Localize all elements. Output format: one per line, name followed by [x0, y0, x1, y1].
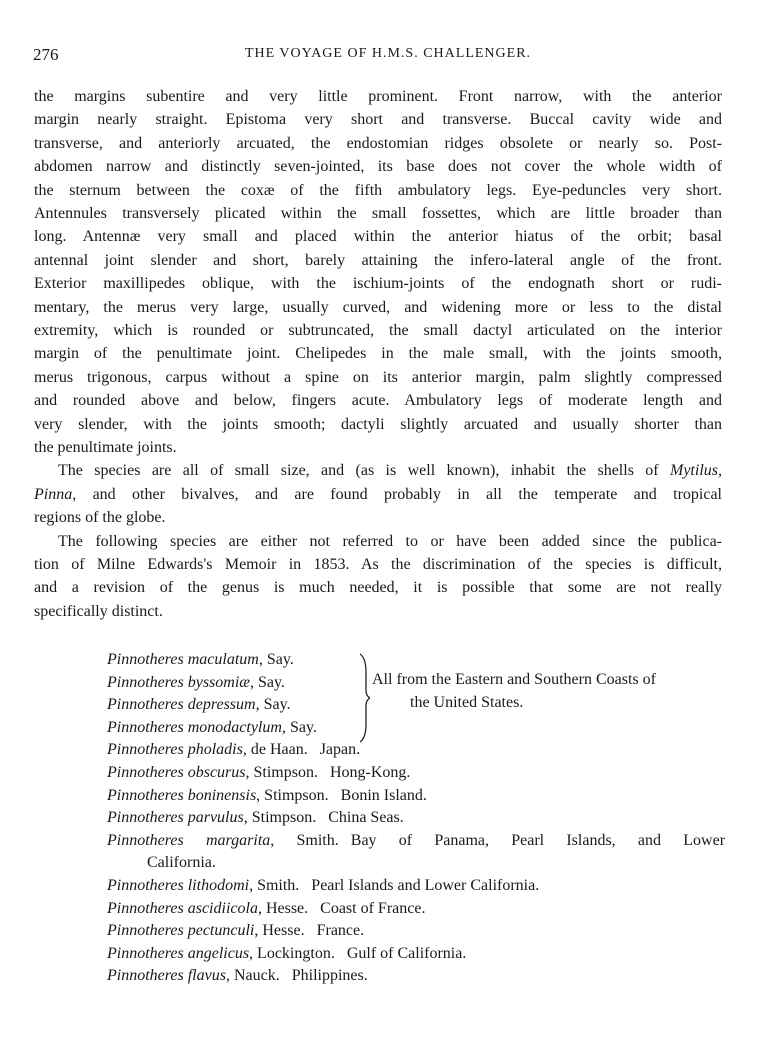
text-line — [34, 508, 722, 528]
species-authority: , Nauck. — [225, 967, 280, 985]
text-line — [34, 204, 722, 224]
text-segment: merus trigonous, carpus without a spine on its anterior margin, palm slightly compressed — [34, 368, 722, 386]
species-entry — [107, 876, 539, 896]
species-entry — [107, 718, 317, 738]
species-locality: Gulf of California. — [346, 944, 467, 962]
species-entry — [107, 786, 427, 806]
text-line — [34, 368, 722, 388]
species-locality: Bay of Panama, Pearl Islands, and Lower — [350, 831, 726, 849]
species-entry — [107, 673, 285, 693]
species-name: Pinnotheres pectunculi — [107, 922, 255, 940]
species-entry — [107, 899, 425, 919]
species-name: Pinnotheres flavus — [107, 967, 226, 985]
species-name: Pinnotheres boninensis — [107, 786, 257, 804]
species-name: Pinnotheres lithodomi — [107, 877, 250, 894]
species-name: Pinnotheres maculatum — [107, 651, 259, 668]
species-entry — [107, 944, 466, 964]
text-line — [34, 555, 722, 575]
bracket-note-line2: the United States. — [410, 694, 524, 711]
species-authority: , Say. — [255, 696, 291, 714]
text-segment: transverse, and anteriorly arcuated, the endostomian ridges obsolete or nearly so. Post- — [34, 134, 722, 152]
species-authority: , Say. — [258, 651, 294, 668]
species-authority: , Smith. — [270, 831, 339, 849]
species-entry — [107, 763, 410, 783]
text-segment: abdomen narrow and distinctly seven-jointed, its base does not cover the whole width of — [34, 158, 722, 176]
text-segment: tion of Milne Edwards's Memoir in 1853. As the discrimination of the species is difficult, — [34, 556, 722, 573]
text-segment: The species are all of small size, and (as is well known), inhabit the shells of — [58, 462, 670, 480]
species-name: Pinnotheres pholadis — [107, 741, 243, 759]
text-segment: margin nearly straight. Epistoma very short and transverse. Buccal cavity wide and — [34, 111, 722, 129]
species-authority: , Smith. — [249, 877, 300, 894]
species-locality: Hong-Kong. — [329, 764, 411, 781]
italic-term: Mytilus, — [670, 462, 722, 480]
text-line — [34, 321, 722, 341]
species-name: Pinnotheres monodactylum — [107, 718, 282, 736]
text-line — [34, 110, 722, 130]
text-line — [34, 87, 722, 107]
text-segment: the margins subentire and very little prominent. Front narrow, with the anterior — [34, 88, 722, 105]
species-entry — [107, 966, 368, 986]
text-line — [34, 415, 722, 435]
bracket-note-line1: All from the Eastern and Southern Coasts of — [372, 671, 656, 688]
text-line — [34, 461, 722, 481]
text-line — [34, 251, 722, 271]
species-entry — [107, 921, 364, 941]
text-segment: and rounded above and below, fingers acute. Ambulatory legs of moderate length and — [34, 392, 722, 410]
species-name: Pinnotheres depressum — [107, 696, 256, 714]
species-locality: Bonin Island. — [340, 786, 427, 804]
species-authority: , Lockington. — [249, 944, 335, 962]
species-entry — [107, 650, 294, 670]
species-entry — [107, 808, 404, 828]
species-authority: , Stimpson. — [243, 809, 317, 827]
text-segment: Exterior maxillipedes oblique, with the ischium-joints of the endognath short or rudi- — [34, 275, 722, 293]
text-line — [34, 134, 722, 154]
species-authority: , Stimpson. — [256, 786, 329, 804]
page-number: 276 — [33, 45, 59, 64]
text-segment: antennal joint slender and short, barely attaining the infero-lateral angle of the front. — [34, 251, 722, 269]
text-segment: margin of the penultimate joint. Chelipedes in the male small, with the joints smooth, — [34, 345, 722, 363]
text-segment: mentary, the merus very large, usually curved, and widening more or less to the distal — [34, 298, 722, 316]
text-line — [34, 181, 722, 201]
text-line — [34, 438, 722, 458]
text-segment: and a revision of the genus is much needed, it is possible that some are not really — [34, 579, 722, 597]
text-segment: The following species are either not referred to or have been added since the publica- — [58, 532, 722, 550]
species-authority: , Stimpson. — [245, 764, 318, 781]
brace-bracket — [358, 652, 370, 744]
species-name: Pinnotheres angelicus — [107, 944, 250, 962]
species-locality: France. — [316, 922, 365, 940]
species-entry — [107, 831, 725, 851]
species-entry — [107, 740, 360, 760]
species-authority: , Say. — [249, 673, 285, 691]
species-name: Pinnotheres obscurus — [107, 764, 246, 781]
text-segment: and other bivalves, and are found probably in all the temperate and tropical — [76, 485, 722, 503]
species-authority: , Hesse. — [257, 899, 309, 917]
species-authority: , de Haan. — [242, 741, 308, 759]
text-line — [34, 227, 722, 247]
text-line — [34, 391, 722, 411]
text-segment: specifically distinct. — [34, 602, 163, 620]
text-segment: long. Antennæ very small and placed within the anterior hiatus of the orbit; basal — [34, 228, 722, 246]
running-title: THE VOYAGE OF H.M.S. CHALLENGER. — [244, 46, 532, 61]
text-line — [34, 485, 722, 505]
text-line — [34, 602, 722, 622]
species-locality-continuation: California. — [147, 854, 216, 872]
species-locality: Japan. — [319, 741, 361, 759]
species-locality: Philippines. — [291, 967, 368, 985]
text-line — [34, 344, 722, 364]
species-name: Pinnotheres ascidiicola — [107, 899, 258, 917]
species-name: Pinnotheres parvulus — [107, 809, 244, 827]
species-locality: Coast of France. — [320, 899, 426, 917]
text-segment: very slender, with the joints smooth; dactyli slightly arcuated and usually shorter than — [34, 415, 722, 433]
italic-term: Pinna, — [34, 485, 77, 503]
species-authority: , Say. — [281, 718, 317, 736]
text-line — [34, 298, 722, 318]
text-line — [34, 274, 722, 294]
species-entry — [107, 695, 291, 715]
text-segment: the penultimate joints. — [34, 439, 177, 456]
species-name: Pinnotheres byssomiæ — [107, 673, 250, 691]
text-line — [34, 578, 722, 598]
text-line — [34, 157, 722, 177]
text-segment: regions of the globe. — [34, 509, 166, 527]
species-locality: Pearl Islands and Lower California. — [311, 877, 540, 894]
species-authority: , Hesse. — [254, 922, 305, 940]
text-segment: Antennules transversely plicated within the small fossettes, which are little broader than — [34, 205, 722, 222]
text-segment: extremity, which is rounded or subtruncated, the small dactyl articulated on the interior — [34, 322, 722, 339]
text-segment: the sternum between the coxæ of the fifth ambulatory legs. Eye-peduncles very short. — [34, 181, 722, 199]
species-locality: China Seas. — [328, 809, 404, 827]
text-line — [34, 532, 722, 552]
species-name: Pinnotheres margarita — [107, 831, 271, 849]
